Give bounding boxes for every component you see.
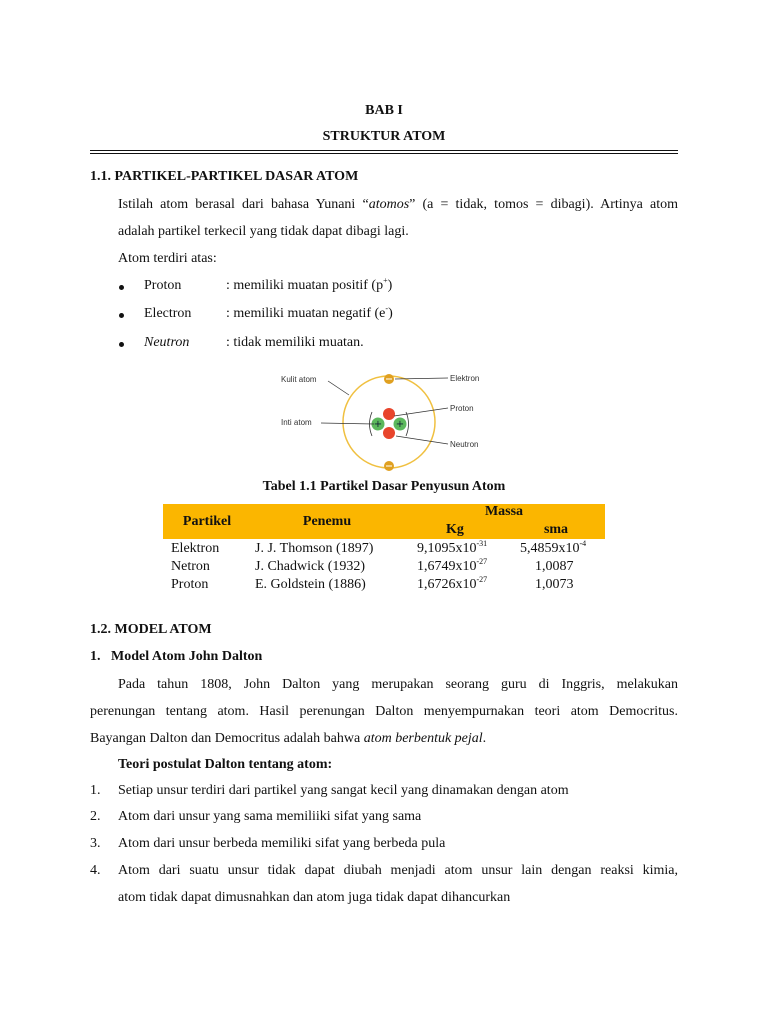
cell-kg-base: 1,6726x10 bbox=[417, 577, 477, 592]
bullet-desc bbox=[226, 306, 393, 322]
bullet-desc bbox=[226, 278, 392, 294]
cell-particle: Netron bbox=[171, 559, 210, 574]
bullet-desc: : tidak memiliki muatan. bbox=[226, 335, 364, 350]
table-row bbox=[163, 541, 605, 559]
atom-consists-label: Atom terdiri atas: bbox=[118, 251, 217, 266]
cell-kg bbox=[417, 577, 487, 593]
bullet-desc-tail: ) bbox=[387, 278, 393, 293]
dalton-text-italic: atom berbentuk pejal bbox=[363, 731, 483, 746]
dalton-paragraph-line-2: perenungan tentang atom. Hasil perenungan Dalton menyempurnakan teori atom Democritus. bbox=[90, 704, 678, 719]
bullet-dot bbox=[119, 342, 124, 347]
subsection-title-dalton: 1. Model Atom John Dalton bbox=[90, 649, 263, 664]
plus-sign: + bbox=[373, 419, 383, 430]
dalton-text-post: . bbox=[482, 731, 487, 746]
bullet-item-electron bbox=[118, 306, 518, 326]
table-header-kg: Kg bbox=[446, 522, 464, 537]
bullet-name: Proton bbox=[144, 278, 182, 293]
section-title-particles: 1.1. PARTIKEL-PARTIKEL DASAR ATOM bbox=[90, 169, 359, 184]
label-neutron: Neutron bbox=[450, 440, 479, 449]
table-header-sma: sma bbox=[543, 522, 569, 537]
label-shell: Kulit atom bbox=[281, 375, 317, 384]
intro-text-italic: atomos bbox=[368, 197, 410, 212]
cell-sma: 1,0073 bbox=[535, 577, 574, 592]
cell-kg-base: 9,1095x10 bbox=[417, 541, 477, 556]
bullet-desc-text: : memiliki muatan positif (p bbox=[226, 278, 384, 293]
section-title-atom-model: 1.2. MODEL ATOM bbox=[90, 622, 212, 637]
list-text: Setiap unsur terdiri dari partikel yang sangat kecil yang dinamakan dengan atom bbox=[118, 783, 569, 798]
list-text: Atom dari suatu unsur tidak dapat diubah menjadi atom unsur lain dengan reaksi kimia, bbox=[118, 863, 678, 878]
bullet-item-neutron bbox=[118, 335, 518, 355]
proton-particle bbox=[383, 427, 395, 439]
bullet-desc-sup: - bbox=[385, 304, 389, 313]
label-nucleus: Inti atom bbox=[281, 418, 312, 427]
dalton-paragraph-line-1: Pada tahun 1808, John Dalton yang merupakan seorang guru di Inggris, melakukan bbox=[118, 677, 678, 692]
plus-sign: + bbox=[395, 419, 405, 430]
cell-kg-exp: -27 bbox=[476, 575, 488, 584]
proton-particle bbox=[383, 408, 395, 420]
intro-paragraph-line-2: adalah partikel terkecil yang tidak dapat dibagi lagi. bbox=[118, 224, 409, 239]
bullet-name: Electron bbox=[144, 306, 192, 321]
bullet-item-proton bbox=[118, 278, 518, 298]
label-proton: Proton bbox=[450, 404, 474, 413]
cell-sma-exp: -4 bbox=[579, 539, 587, 548]
cell-kg-base: 1,6749x10 bbox=[417, 559, 477, 574]
cell-sma-base: 5,4859x10 bbox=[520, 541, 580, 556]
bullet-desc-tail: ) bbox=[388, 306, 393, 321]
cell-sma bbox=[520, 541, 586, 557]
intro-text-pre: Istilah atom berasal dari bahasa Yunani “ bbox=[118, 197, 369, 212]
electron-shell-orbit bbox=[343, 376, 435, 468]
cell-particle: Proton bbox=[171, 577, 209, 592]
bullet-dot bbox=[119, 285, 124, 290]
list-item bbox=[90, 863, 678, 907]
intro-text-post: ” (a = tidak, tomos = dibagi). Artinya atom bbox=[409, 197, 678, 212]
cell-discoverer: J. J. Thomson (1897) bbox=[255, 541, 374, 556]
table-row bbox=[163, 577, 605, 595]
list-number: 2. bbox=[90, 809, 101, 824]
table-caption: Tabel 1.1 Partikel Dasar Penyusun Atom bbox=[262, 479, 506, 494]
bullet-desc-sup: + bbox=[383, 276, 388, 285]
cell-particle: Elektron bbox=[171, 541, 220, 556]
cell-kg bbox=[417, 541, 487, 557]
atom-diagram bbox=[276, 368, 492, 476]
table-header-particle: Partikel bbox=[182, 514, 232, 529]
list-number: 4. bbox=[90, 863, 101, 878]
cell-discoverer: J. Chadwick (1932) bbox=[255, 559, 366, 574]
intro-paragraph-line-1 bbox=[118, 197, 678, 213]
bullet-name: Neutron bbox=[144, 335, 190, 350]
cell-kg bbox=[417, 559, 487, 575]
page-title: STRUKTUR ATOM bbox=[322, 129, 446, 144]
table-row bbox=[163, 559, 605, 577]
bullet-desc-text: : memiliki muatan negatif (e bbox=[226, 306, 386, 321]
title-rule-top bbox=[90, 150, 678, 151]
label-electron: Elektron bbox=[450, 374, 480, 383]
dalton-text-pre: Bayangan Dalton dan Democritus adalah bahwa bbox=[90, 731, 364, 746]
list-text: Atom dari unsur berbeda memiliki sifat yang berbeda pula bbox=[118, 836, 446, 851]
chapter-label: BAB I bbox=[365, 103, 403, 118]
table-header-discoverer: Penemu bbox=[302, 514, 352, 529]
cell-discoverer: E. Goldstein (1886) bbox=[255, 577, 366, 592]
dalton-paragraph-line-3 bbox=[90, 731, 486, 747]
postulate-title: Teori postulat Dalton tentang atom: bbox=[118, 757, 333, 772]
table-header-mass: Massa bbox=[484, 504, 524, 519]
cell-sma: 1,0087 bbox=[535, 559, 574, 574]
list-number: 3. bbox=[90, 836, 101, 851]
title-rule-bottom bbox=[90, 153, 678, 154]
cell-kg-exp: -31 bbox=[476, 539, 488, 548]
list-number: 1. bbox=[90, 783, 101, 798]
list-text-continued: atom tidak dapat dimusnahkan dan atom juga tidak dapat dihancurkan bbox=[118, 890, 511, 905]
cell-kg-exp: -27 bbox=[476, 557, 488, 566]
list-text: Atom dari unsur yang sama memiliiki sifat yang sama bbox=[118, 809, 422, 824]
bullet-dot bbox=[119, 313, 124, 318]
